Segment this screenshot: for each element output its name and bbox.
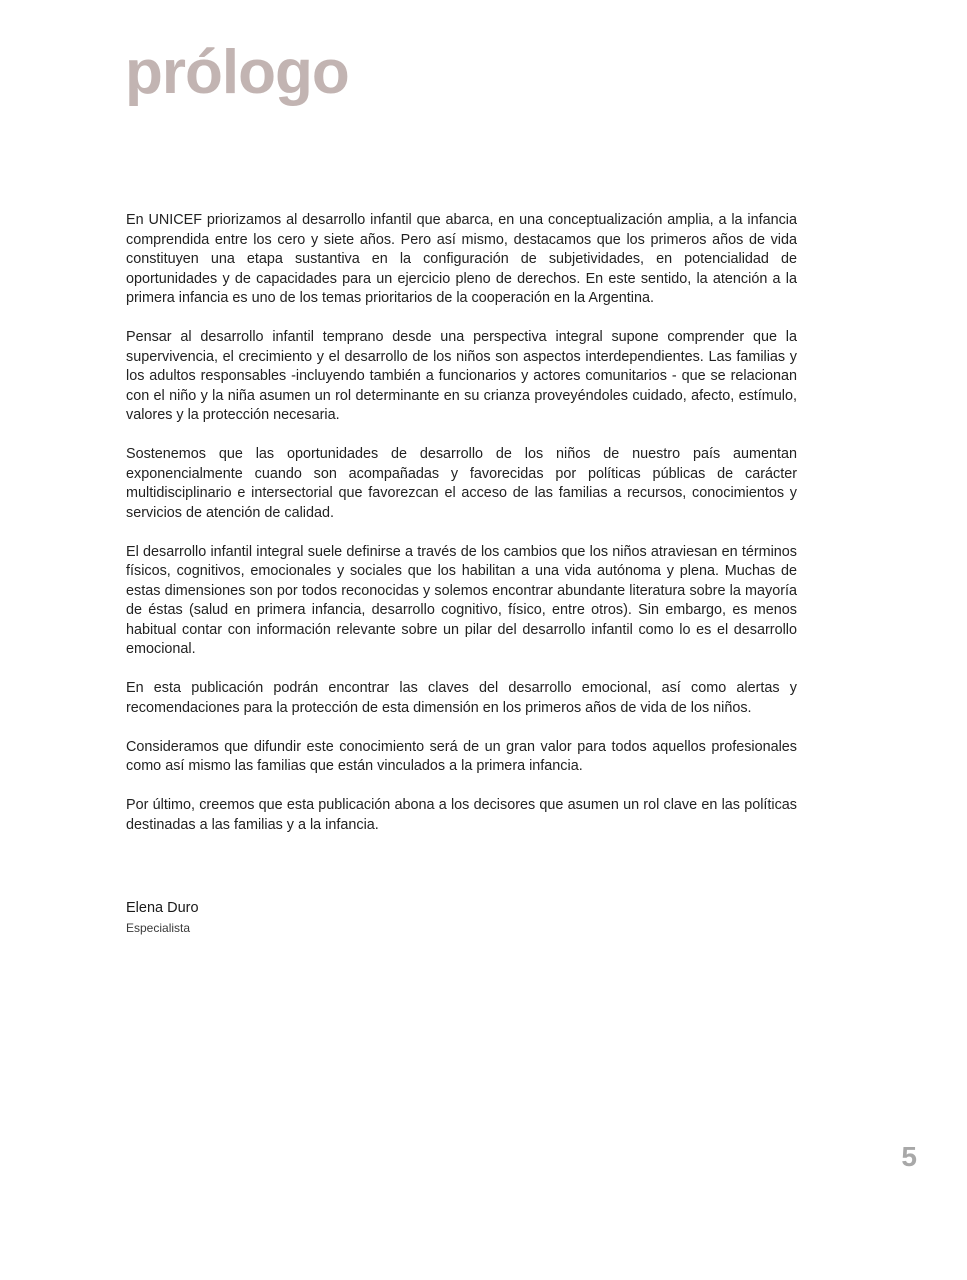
page-title: prólogo [125, 38, 349, 107]
signature-role: Especialista [126, 921, 191, 935]
signature-block [126, 898, 199, 938]
paragraph: En esta publicación podrán encontrar las claves del desarrollo emocional, así como alertas y recomendaciones para la protección de esta dimensión en los primeros años de vida de los niños. [126, 680, 797, 716]
paragraph: Pensar al desarrollo infantil temprano desde una perspectiva integral supone comprender que la supervivencia, el crecimiento y el desarrollo de los niños son aspectos interdependientes. Las familias y los adultos responsables -incluyendo también a funcionarios y actores comunitarios - que se relacionan con el niño y la niña asumen un rol determinante en su crianza proveyéndoles cuidado, afecto, estímulo, valores y la protección necesaria. [126, 329, 797, 423]
paragraph: Consideramos que difundir este conocimiento será de un gran valor para todos aquellos profesionales como así mismo las familias que están vinculados a la primera infancia. [126, 738, 797, 774]
paragraph: El desarrollo infantil integral suele definirse a través de los cambios que los niños atraviesan en términos físicos, cognitivos, emocionales y sociales que los habilitan a una vida autónoma y plena. Muchas de estas dimensiones son por todos reconocidas y solemos encontrar abundante literatura sobre la mayoría de éstas (salud en primera infancia, desarrollo cognitivo, físico, entre otros). Sin embargo, es menos habitual contar con información relevante sobre un pilar del desarrollo infantil como lo es el desarrollo emocional. [126, 543, 797, 657]
paragraph: Sostenemos que las oportunidades de desarrollo de los niños de nuestro país aumentan exponencialmente cuando son acompañadas y favorecidas por políticas públicas de carácter multidisciplinario e intersectorial que favorezcan el acceso de las familias a recursos, conocimientos y servicios de atención de calidad. [126, 446, 797, 521]
paragraph: Por último, creemos que esta publicación abona a los decisores que asumen un rol clave en las políticas destinadas a las familias y a la infancia. [126, 797, 797, 833]
body-text [126, 211, 797, 855]
signature-name: Elena Duro [126, 900, 199, 916]
page-number: 5 [901, 1141, 917, 1172]
paragraph: En UNICEF priorizamos al desarrollo infantil que abarca, en una conceptualización amplia, a la infancia comprendida entre los cero y siete años. Pero así mismo, destacamos que los primeros años de vida constituyen una etapa sustantiva en la configuración de subjetividades, en potencialidad de oportunidades y de capacidades para un ejercicio pleno de derechos. En este sentido, la atención a la primera infancia es uno de los temas prioritarios de la cooperación en la Argentina. [126, 212, 797, 306]
